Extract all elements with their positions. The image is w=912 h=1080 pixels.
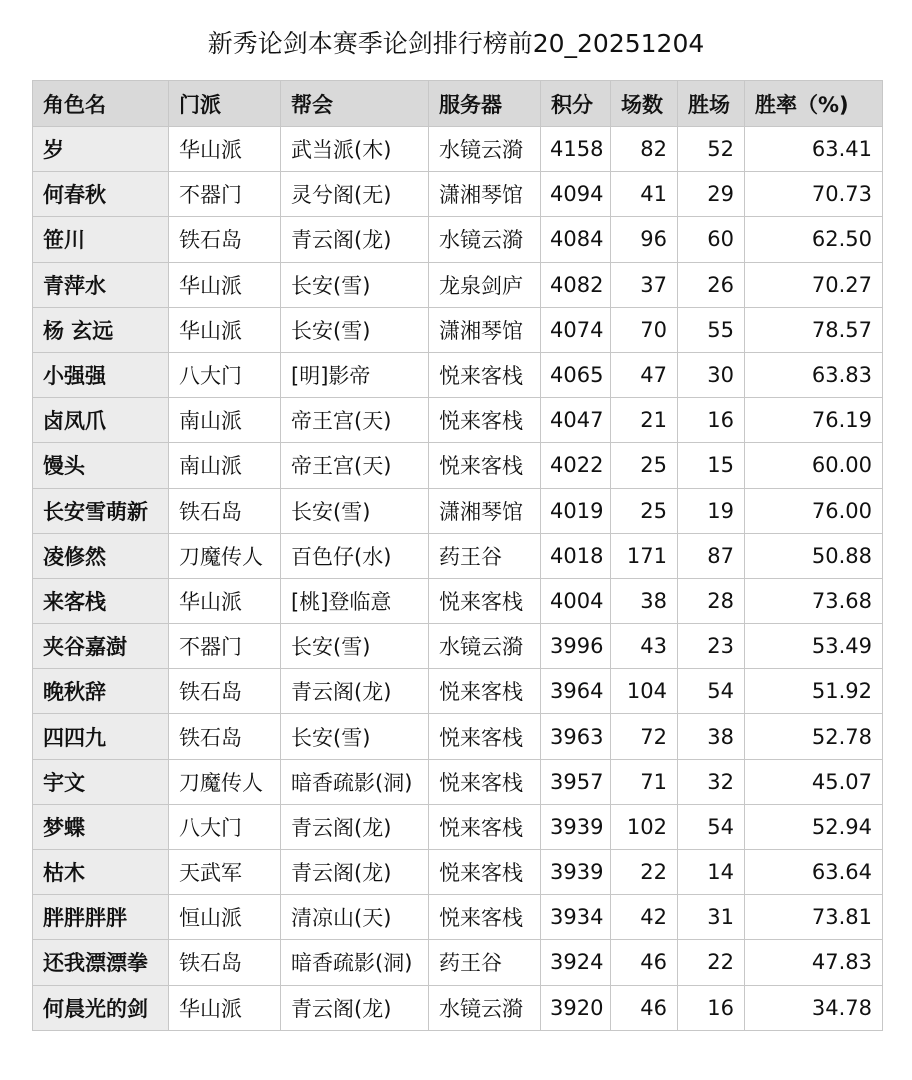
table-row (33, 714, 883, 759)
cell-winrate: 73.68 (745, 578, 883, 623)
cell-wins: 26 (678, 262, 745, 307)
cell-winrate: 50.88 (745, 533, 883, 578)
table-row (33, 443, 883, 488)
cell-sect: 不器门 (169, 172, 281, 217)
table-row (33, 850, 883, 895)
col-header-sect: 门派 (169, 81, 281, 127)
cell-points: 4094 (541, 172, 611, 217)
table-row (33, 398, 883, 443)
cell-name: 青萍水 (33, 262, 169, 307)
cell-points: 4082 (541, 262, 611, 307)
cell-matches: 21 (611, 398, 678, 443)
cell-winrate: 60.00 (745, 443, 883, 488)
cell-guild: 帝王宫(天) (281, 443, 429, 488)
cell-server: 药王谷 (429, 940, 541, 985)
cell-winrate: 76.00 (745, 488, 883, 533)
col-header-wins: 胜场 (678, 81, 745, 127)
cell-sect: 天武军 (169, 850, 281, 895)
cell-name: 杨 玄远 (33, 307, 169, 352)
cell-matches: 25 (611, 488, 678, 533)
cell-name: 笹川 (33, 217, 169, 262)
cell-matches: 37 (611, 262, 678, 307)
cell-guild: 青云阁(龙) (281, 850, 429, 895)
cell-winrate: 63.41 (745, 127, 883, 172)
cell-sect: 南山派 (169, 443, 281, 488)
cell-sect: 华山派 (169, 262, 281, 307)
cell-server: 悦来客栈 (429, 669, 541, 714)
cell-matches: 171 (611, 533, 678, 578)
cell-sect: 铁石岛 (169, 488, 281, 533)
cell-guild: 灵兮阁(无) (281, 172, 429, 217)
cell-server: 水镜云漪 (429, 127, 541, 172)
cell-winrate: 53.49 (745, 624, 883, 669)
cell-wins: 32 (678, 759, 745, 804)
cell-sect: 铁石岛 (169, 940, 281, 985)
cell-name: 夹谷嘉澍 (33, 624, 169, 669)
cell-winrate: 78.57 (745, 307, 883, 352)
cell-sect: 南山派 (169, 398, 281, 443)
cell-server: 水镜云漪 (429, 624, 541, 669)
cell-matches: 22 (611, 850, 678, 895)
cell-server: 水镜云漪 (429, 217, 541, 262)
cell-guild: 清凉山(天) (281, 895, 429, 940)
cell-matches: 71 (611, 759, 678, 804)
cell-points: 4022 (541, 443, 611, 488)
cell-winrate: 73.81 (745, 895, 883, 940)
cell-winrate: 52.78 (745, 714, 883, 759)
cell-sect: 恒山派 (169, 895, 281, 940)
cell-matches: 96 (611, 217, 678, 262)
cell-sect: 铁石岛 (169, 669, 281, 714)
cell-guild: 暗香疏影(洞) (281, 759, 429, 804)
cell-wins: 16 (678, 398, 745, 443)
cell-server: 悦来客栈 (429, 578, 541, 623)
cell-wins: 31 (678, 895, 745, 940)
table-row (33, 127, 883, 172)
cell-name: 枯木 (33, 850, 169, 895)
cell-sect: 华山派 (169, 985, 281, 1030)
cell-wins: 22 (678, 940, 745, 985)
table-row (33, 172, 883, 217)
cell-winrate: 76.19 (745, 398, 883, 443)
cell-guild: 长安(雪) (281, 624, 429, 669)
table-row (33, 307, 883, 352)
table-row (33, 488, 883, 533)
col-header-points: 积分 (541, 81, 611, 127)
cell-points: 3964 (541, 669, 611, 714)
cell-sect: 不器门 (169, 624, 281, 669)
cell-points: 4047 (541, 398, 611, 443)
cell-sect: 华山派 (169, 307, 281, 352)
cell-guild: 长安(雪) (281, 488, 429, 533)
cell-matches: 104 (611, 669, 678, 714)
table-row (33, 262, 883, 307)
cell-guild: 武当派(木) (281, 127, 429, 172)
cell-name: 小强强 (33, 352, 169, 397)
cell-matches: 46 (611, 985, 678, 1030)
cell-name: 岁 (33, 127, 169, 172)
cell-winrate: 62.50 (745, 217, 883, 262)
cell-winrate: 52.94 (745, 804, 883, 849)
cell-points: 3920 (541, 985, 611, 1030)
cell-sect: 华山派 (169, 127, 281, 172)
cell-name: 梦蝶 (33, 804, 169, 849)
col-header-guild: 帮会 (281, 81, 429, 127)
cell-server: 悦来客栈 (429, 443, 541, 488)
cell-wins: 16 (678, 985, 745, 1030)
cell-guild: [明]影帝 (281, 352, 429, 397)
cell-points: 3939 (541, 850, 611, 895)
cell-matches: 82 (611, 127, 678, 172)
cell-guild: [桃]登临意 (281, 578, 429, 623)
cell-matches: 42 (611, 895, 678, 940)
cell-name: 何晨光的剑 (33, 985, 169, 1030)
cell-guild: 青云阁(龙) (281, 985, 429, 1030)
cell-points: 4084 (541, 217, 611, 262)
cell-wins: 54 (678, 804, 745, 849)
cell-matches: 41 (611, 172, 678, 217)
cell-matches: 47 (611, 352, 678, 397)
cell-name: 胖胖胖胖 (33, 895, 169, 940)
header-row (33, 81, 883, 127)
cell-server: 悦来客栈 (429, 714, 541, 759)
cell-guild: 青云阁(龙) (281, 804, 429, 849)
table-row (33, 578, 883, 623)
cell-points: 3934 (541, 895, 611, 940)
ranking-table (32, 80, 883, 1031)
cell-server: 悦来客栈 (429, 850, 541, 895)
col-header-matches: 场数 (611, 81, 678, 127)
cell-guild: 帝王宫(天) (281, 398, 429, 443)
col-header-server: 服务器 (429, 81, 541, 127)
cell-server: 悦来客栈 (429, 398, 541, 443)
cell-guild: 长安(雪) (281, 307, 429, 352)
cell-guild: 百色仔(水) (281, 533, 429, 578)
page-title: 新秀论剑本赛季论剑排行榜前20_20251204 (207, 29, 705, 58)
cell-sect: 刀魔传人 (169, 533, 281, 578)
cell-guild: 青云阁(龙) (281, 669, 429, 714)
cell-server: 水镜云漪 (429, 985, 541, 1030)
cell-sect: 华山派 (169, 578, 281, 623)
cell-wins: 23 (678, 624, 745, 669)
cell-matches: 70 (611, 307, 678, 352)
table-row (33, 533, 883, 578)
cell-server: 悦来客栈 (429, 895, 541, 940)
cell-name: 四四九 (33, 714, 169, 759)
cell-winrate: 47.83 (745, 940, 883, 985)
cell-server: 潇湘琴馆 (429, 307, 541, 352)
cell-wins: 14 (678, 850, 745, 895)
cell-winrate: 63.83 (745, 352, 883, 397)
cell-matches: 43 (611, 624, 678, 669)
table-row (33, 804, 883, 849)
table-row (33, 217, 883, 262)
cell-name: 卤凤爪 (33, 398, 169, 443)
table-row (33, 940, 883, 985)
cell-winrate: 70.73 (745, 172, 883, 217)
cell-wins: 30 (678, 352, 745, 397)
cell-wins: 28 (678, 578, 745, 623)
cell-guild: 暗香疏影(洞) (281, 940, 429, 985)
cell-sect: 铁石岛 (169, 714, 281, 759)
cell-matches: 38 (611, 578, 678, 623)
cell-name: 长安雪萌新 (33, 488, 169, 533)
table-row (33, 895, 883, 940)
cell-server: 悦来客栈 (429, 804, 541, 849)
cell-matches: 102 (611, 804, 678, 849)
table-row (33, 985, 883, 1030)
cell-wins: 15 (678, 443, 745, 488)
cell-matches: 46 (611, 940, 678, 985)
cell-winrate: 63.64 (745, 850, 883, 895)
table-row (33, 759, 883, 804)
cell-winrate: 45.07 (745, 759, 883, 804)
cell-wins: 54 (678, 669, 745, 714)
cell-matches: 72 (611, 714, 678, 759)
col-header-name: 角色名 (33, 81, 169, 127)
cell-name: 晚秋辞 (33, 669, 169, 714)
cell-server: 龙泉剑庐 (429, 262, 541, 307)
cell-points: 4019 (541, 488, 611, 533)
cell-points: 3996 (541, 624, 611, 669)
cell-server: 潇湘琴馆 (429, 488, 541, 533)
cell-points: 4004 (541, 578, 611, 623)
cell-sect: 八大门 (169, 804, 281, 849)
cell-name: 何春秋 (33, 172, 169, 217)
table-row (33, 352, 883, 397)
table-row (33, 624, 883, 669)
cell-wins: 52 (678, 127, 745, 172)
cell-points: 3939 (541, 804, 611, 849)
cell-server: 药王谷 (429, 533, 541, 578)
cell-wins: 60 (678, 217, 745, 262)
cell-points: 4158 (541, 127, 611, 172)
cell-guild: 长安(雪) (281, 714, 429, 759)
cell-guild: 青云阁(龙) (281, 217, 429, 262)
cell-sect: 八大门 (169, 352, 281, 397)
col-header-winrate: 胜率（%) (745, 81, 883, 127)
cell-server: 潇湘琴馆 (429, 172, 541, 217)
cell-name: 来客栈 (33, 578, 169, 623)
cell-points: 3963 (541, 714, 611, 759)
cell-winrate: 51.92 (745, 669, 883, 714)
cell-sect: 铁石岛 (169, 217, 281, 262)
cell-winrate: 70.27 (745, 262, 883, 307)
cell-sect: 刀魔传人 (169, 759, 281, 804)
cell-name: 馒头 (33, 443, 169, 488)
cell-guild: 长安(雪) (281, 262, 429, 307)
cell-name: 还我漂漂拳 (33, 940, 169, 985)
cell-points: 4018 (541, 533, 611, 578)
cell-wins: 87 (678, 533, 745, 578)
cell-points: 3924 (541, 940, 611, 985)
cell-winrate: 34.78 (745, 985, 883, 1030)
table-row (33, 669, 883, 714)
cell-matches: 25 (611, 443, 678, 488)
cell-wins: 38 (678, 714, 745, 759)
cell-points: 4074 (541, 307, 611, 352)
cell-server: 悦来客栈 (429, 759, 541, 804)
cell-wins: 29 (678, 172, 745, 217)
cell-server: 悦来客栈 (429, 352, 541, 397)
cell-points: 3957 (541, 759, 611, 804)
cell-wins: 19 (678, 488, 745, 533)
table-body (33, 127, 883, 1031)
cell-points: 4065 (541, 352, 611, 397)
cell-name: 凌修然 (33, 533, 169, 578)
cell-wins: 55 (678, 307, 745, 352)
cell-name: 宇文 (33, 759, 169, 804)
